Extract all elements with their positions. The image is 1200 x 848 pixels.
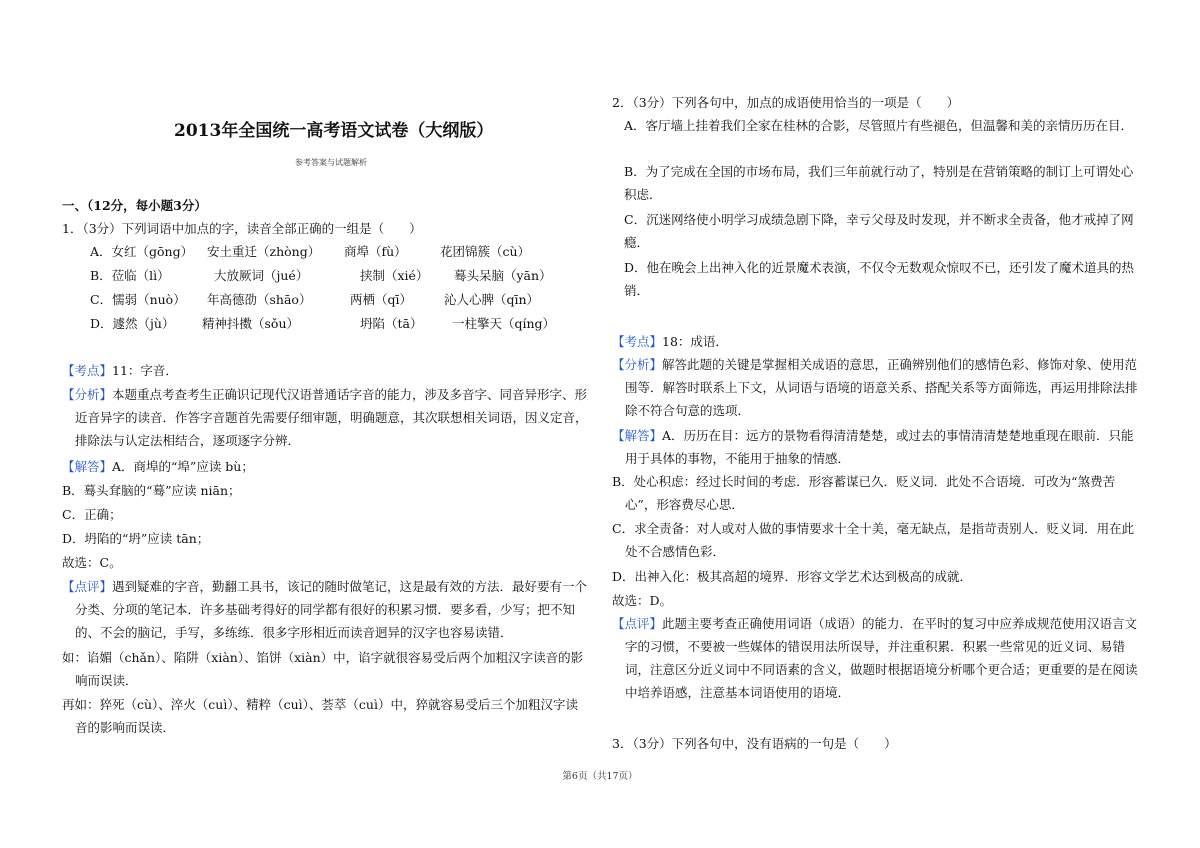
example-ru-text: 如：谄媚（chǎn）、陷阱（xiàn）、馅饼（xiàn）中，谄字就很容易受后两个加粗汉字读音的影响而误读．: [62, 650, 584, 688]
q1-option-b-1: B．莅临（lì）: [90, 268, 170, 283]
right-column: [612, 0, 1142, 848]
dianping-paragraph-2: [612, 612, 1142, 704]
kaodian-line: [62, 359, 178, 382]
fenxi-tag-2: 【分析】: [612, 357, 663, 372]
q1-option-d-4: 一柱擎天（qíng）: [452, 316, 556, 331]
kaodian-text: 11：字音．: [112, 363, 178, 378]
question-3-stem: 3．（3分）下列各句中，没有语病的一句是（ ）: [612, 736, 897, 751]
q1-option-a-4: 花团锦簇（cù）: [440, 244, 531, 259]
example-zai-ru: [62, 693, 590, 739]
jieda-paragraph-2: [612, 424, 1142, 470]
kaodian-line-2: [612, 330, 728, 353]
page-subtitle: 参考答案与试题解析: [295, 158, 367, 167]
dianping-paragraph: [62, 575, 590, 644]
jieda-c-2: [612, 517, 1142, 563]
question-2-stem: 2．（3分）下列各句中，加点的成语使用恰当的一项是（ ）: [612, 95, 960, 110]
kaodian-text-2: 18：成语．: [662, 334, 728, 349]
fenxi-tag: 【分析】: [62, 387, 113, 402]
q2-option-c: C．沉迷网络使小明学习成绩急剧下降，幸亏父母及时发现，并不断求全责备，他才戒掉了网瘾．: [624, 212, 1134, 250]
jieda-c: C．正确；: [62, 507, 122, 522]
dianping-tag: 【点评】: [62, 579, 113, 594]
jieda-a-2: A．历历在目：远方的景物看得清清楚楚，或过去的事情清清楚楚地重现在眼前．只能用于具体的事物，不能用于抽象的情感．: [625, 428, 1134, 466]
q2-option-d: D．他在晚会上出神入化的近景魔术表演，不仅令无数观众惊叹不已，还引发了魔术道具的热销．: [624, 260, 1135, 298]
jieda-a: A．商埠的“埠”应读 bù；: [112, 459, 254, 474]
jieda-line: [62, 455, 254, 478]
dianping-text-2: 此题主要考查正确使用词语（成语）的能力．在平时的复习中应养成规范使用汉语言文字的习惯，不要被一些媒体的错误用法所误导，并注重积累．积累一些常见的近义词、易错词，注意区分近义词中不同语素的含义，做题时根据语境分析哪个更合适；更重要的是在阅读中培养语感，注意基本词语使用的语境．: [625, 616, 1138, 700]
jieda-b-2-text: B．处心积虑：经过长时间的考虑．形容蓄谋已久．贬义词．此处不合语境．可改为“煞费苦心”，形容费尽心思．: [612, 474, 1116, 512]
page-title: 2013年全国统一高考语文试卷（大纲版）: [174, 121, 494, 141]
q1-option-a-2: 安土重迁（zhòng）: [207, 244, 321, 259]
q1-option-b-3: 挟制（xié）: [360, 268, 429, 283]
q1-option-c-1: C．懦弱（nuò）: [90, 292, 186, 307]
dianping-text: 遇到疑难的字音，勤翻工具书，该记的随时做笔记，这是最有效的方法．最好要有一个分类、分项的笔记本．许多基础考得好的同学都有很好的积累习惯．要多看，少写；把不知的、不会的脑记，手写，多练练．很多字形相近而读音迥异的汉字也容易读错．: [75, 579, 588, 640]
jieda-b-2: [612, 470, 1142, 516]
jieda-c-2-text: C．求全责备：对人或对人做的事情要求十全十美，毫无缺点，是指苛责别人．贬义词．用在此处不合感情色彩．: [612, 521, 1135, 559]
fenxi-paragraph-2: [612, 353, 1142, 422]
section-heading: 一、（12分，每小题3分）: [62, 198, 207, 213]
example-zai-ru-text: 再如：猝死（cù）、淬火（cuì）、精粹（cuì）、荟萃（cuì）中，猝就容易受后三个加粗汉字读音的影响而误读．: [62, 697, 578, 735]
example-ru: [62, 646, 590, 692]
q1-option-b-4: 蓦头呆脑（yān）: [454, 268, 552, 283]
q2-option-a: A．客厅墙上挂着我们全家在桂林的合影，尽管照片有些褪色，但温馨和美的亲情历历在目．: [624, 118, 1134, 133]
jieda-d-2: D．出神入化：极其高超的境界．形容文学艺术达到极高的成就．: [612, 569, 973, 584]
question-1-stem: 1．（3分）下列词语中加点的字，读音全部正确的一组是（ ）: [62, 221, 422, 236]
dianping-tag-2: 【点评】: [612, 616, 663, 631]
left-column: [62, 0, 590, 848]
q1-option-a-3: 商埠（fù）: [344, 244, 407, 259]
q1-option-a-1: A．女红（gōng）: [90, 244, 194, 259]
q1-option-c-4: 沁人心脾（qīn）: [444, 292, 540, 307]
fenxi-text: 本题重点考查考生正确识记现代汉语普通话字音的能力，涉及多音字、同音异形字、形近音异字的读音．作答字音题首先需要仔细审题，明确题意，其次联想相关词语，因义定音，排除法与认定法相结合，逐项逐字分辨．: [75, 387, 588, 448]
fenxi-paragraph: [62, 383, 590, 452]
q1-option-d-3: 坍陷（tā）: [360, 316, 423, 331]
fenxi-text-2: 解答此题的关键是掌握相关成语的意思，正确辨别他们的感情色彩、修饰对象、使用范围等．解答时联系上下文，从词语与语境的语意关系、搭配关系等方面筛选，再运用排除法排除不符合句意的选项．: [625, 357, 1138, 418]
q1-option-c-3: 两栖（qī）: [350, 292, 412, 307]
q1-option-d-2: 精神抖擞（sǒu）: [202, 316, 299, 331]
jieda-tag: 【解答】: [62, 459, 113, 474]
jieda-d: D．坍陷的“坍”应读 tān；: [62, 531, 210, 546]
page-footer: 第6页（共17页）: [562, 771, 638, 782]
answer-choice-2: 故选：D。: [612, 593, 673, 608]
q1-option-d-1: D．遽然（jù）: [90, 316, 175, 331]
kaodian-tag: 【考点】: [62, 363, 113, 378]
q2-option-b: B．为了完成在全国的市场布局，我们三年前就行动了，特别是在营销策略的制订上可谓处心积虑．: [624, 164, 1134, 202]
q1-option-b-2: 大放厥词（jué）: [214, 268, 309, 283]
answer-choice: 故选：C。: [62, 555, 122, 570]
q1-option-c-2: 年高德劭（shāo）: [207, 292, 312, 307]
kaodian-tag-2: 【考点】: [612, 334, 663, 349]
jieda-b: B．蓦头耷脑的“蓦”应读 niān；: [62, 483, 241, 498]
jieda-tag-2: 【解答】: [612, 428, 663, 443]
